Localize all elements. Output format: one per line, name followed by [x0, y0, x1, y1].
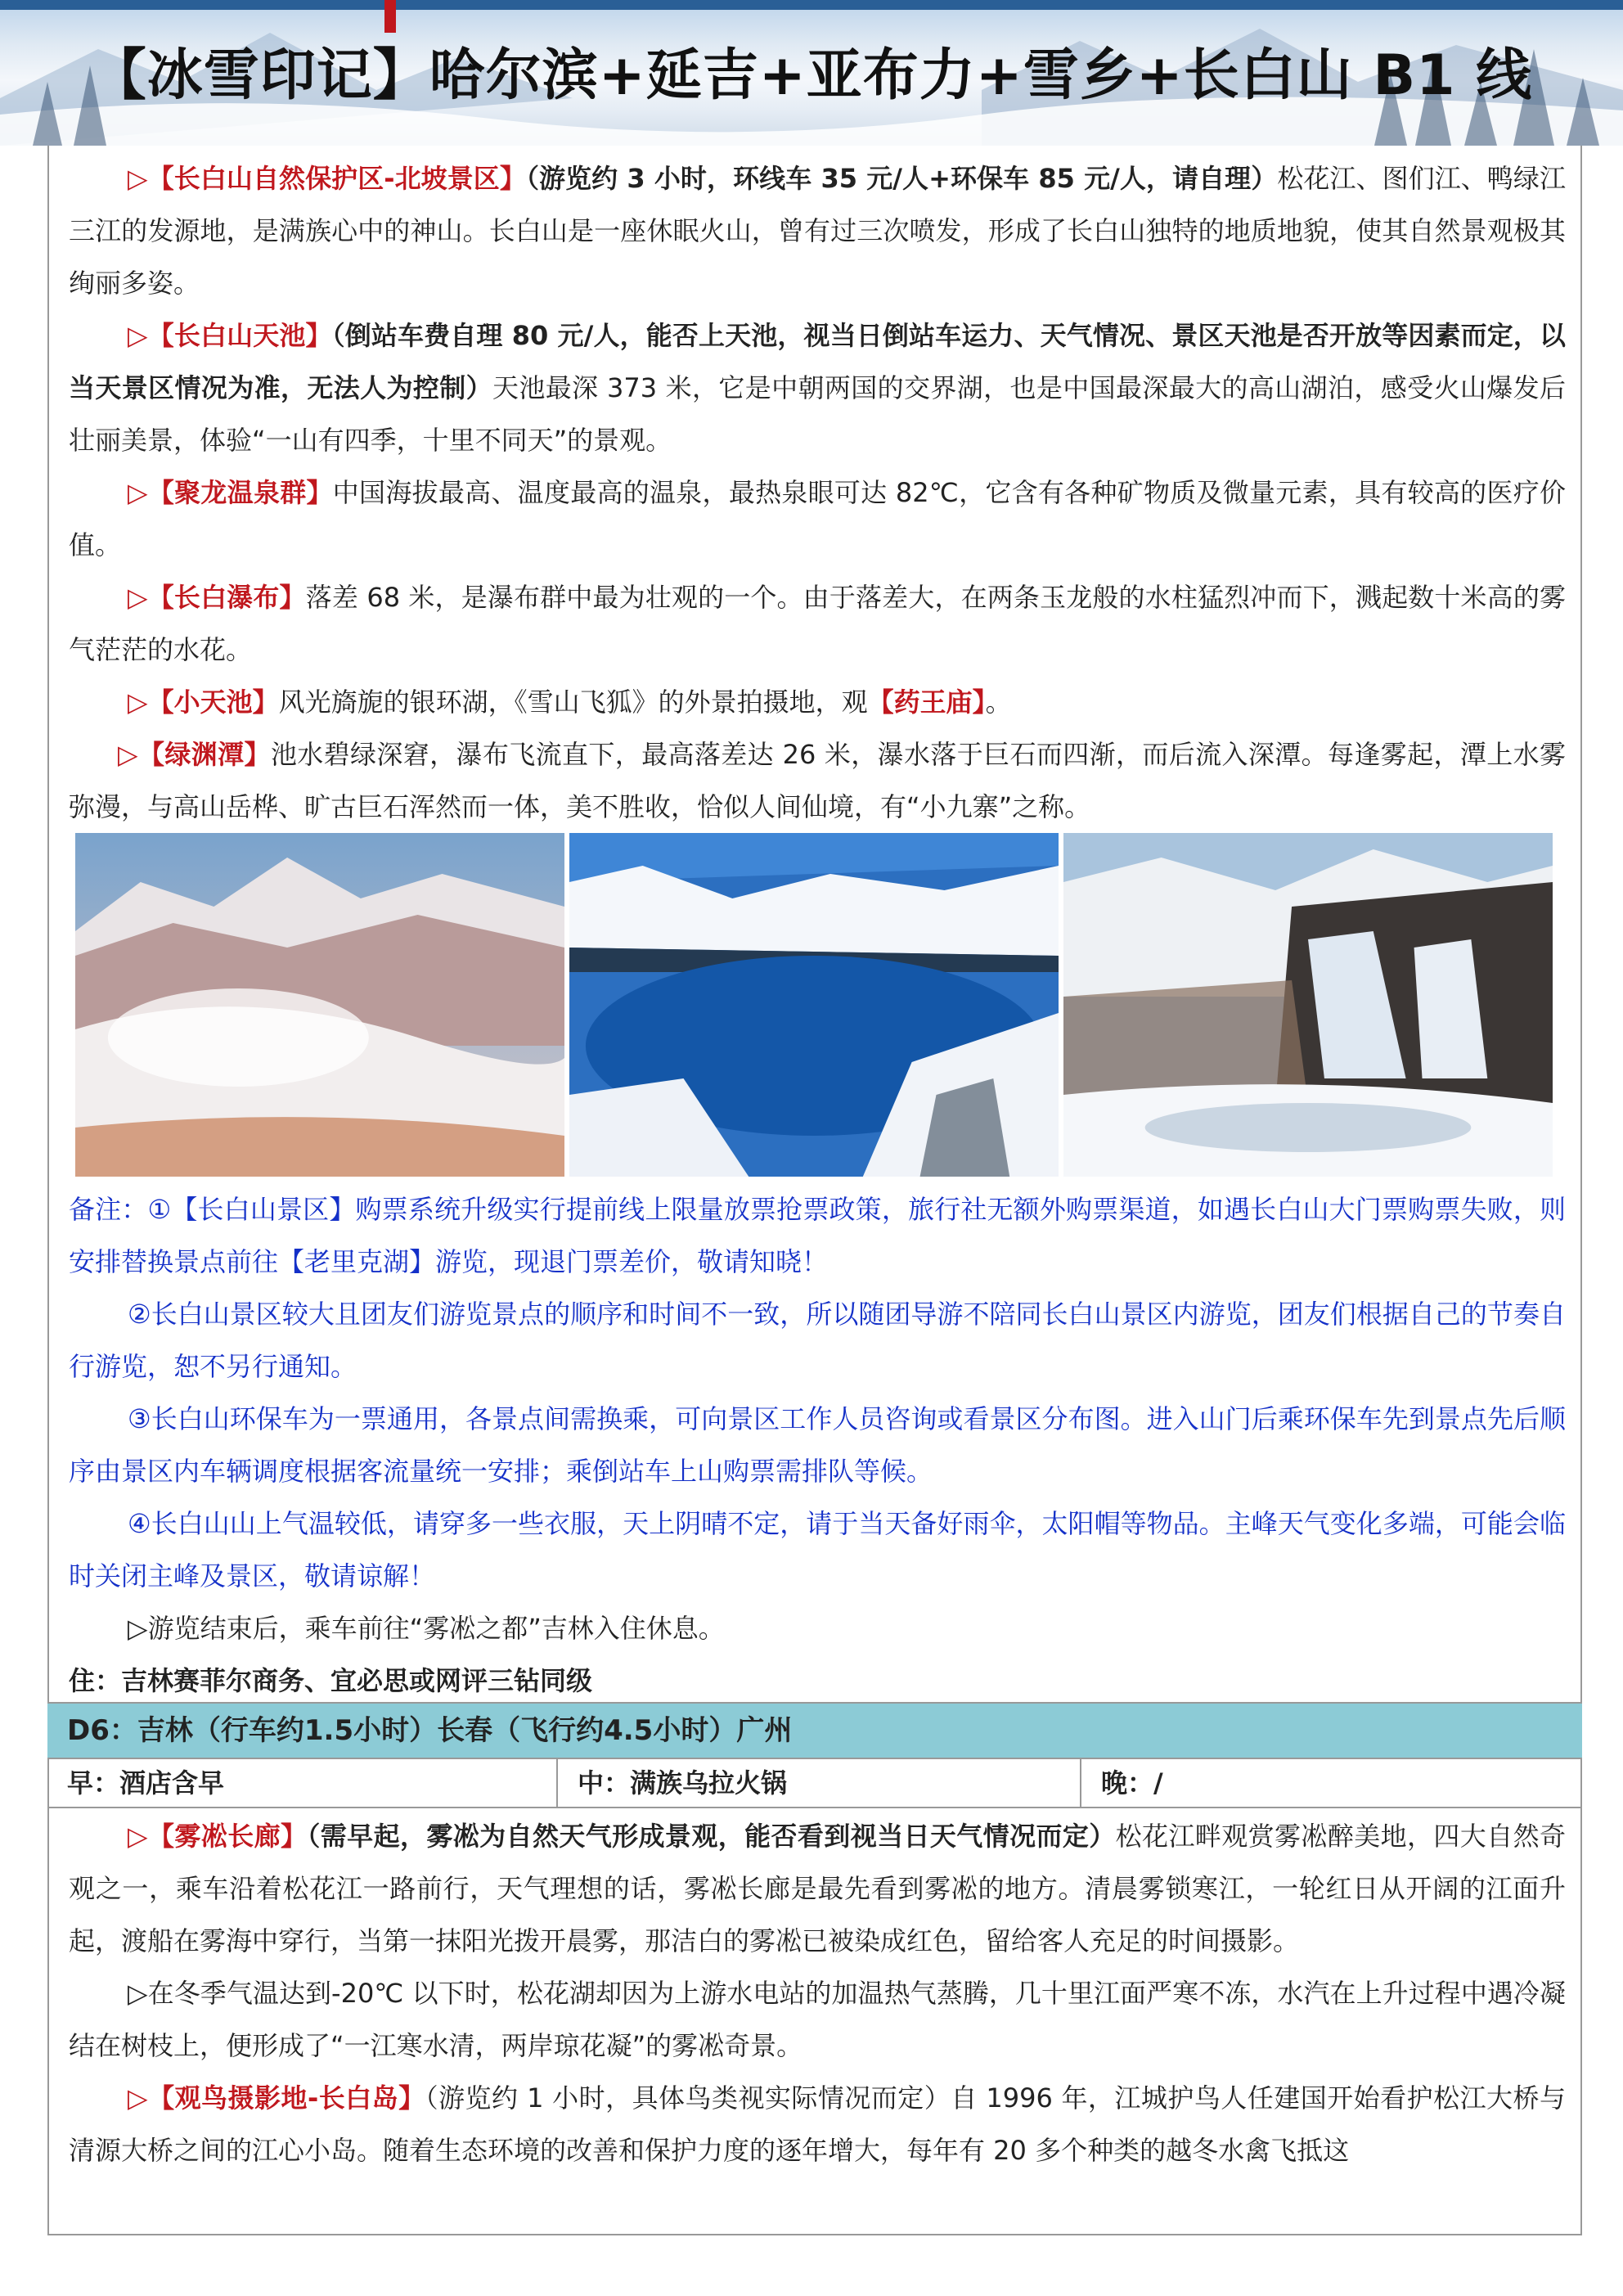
duration-note: （游览约 3 小时， — [525, 163, 734, 194]
paragraph-north-slope — [69, 152, 1566, 309]
photo-frozen-waterfall — [1063, 833, 1553, 1177]
paragraph-hot-springs — [69, 466, 1566, 571]
attraction-name-secondary: 【药王庙】 — [867, 687, 986, 718]
note-4-part-a: ④长白山山上气温较低，请穿多一些衣服，天上阴晴不定，请于当天备好雨伞，太阳帽等物品。 — [128, 1508, 1225, 1539]
paragraph-lvyuan-pool — [69, 728, 1566, 833]
attraction-name: 【绿渊潭】 — [138, 739, 271, 770]
attraction-description: 风光旖旎的银环湖，《雪山飞狐》的外景拍摄地，观 — [278, 687, 868, 718]
weather-note: （需早起，雾凇为自然天气形成景观，能否看到视当日天气情况而定） — [307, 1821, 1116, 1852]
bullet-triangle-icon: ▷ — [128, 320, 148, 351]
bullet-triangle-icon: ▷ — [128, 1821, 149, 1852]
sentence-end: 。 — [985, 687, 1012, 718]
bullet-triangle-icon: ▷ — [118, 739, 138, 770]
attraction-description: 松花江、图们江、鸭绿江三江的发源地，是满族心中的神山。长白山是一座休眠火山，曾有过三次喷发，形成了长白山独特的地质地貌，使其自然景观极其绚丽多姿。 — [69, 163, 1566, 299]
bullet-triangle-icon: ▷ — [128, 2082, 149, 2114]
attraction-name: 【长白瀑布】 — [147, 582, 306, 613]
paragraph-waterfall — [69, 571, 1566, 676]
paragraph-small-tianchi — [69, 676, 1566, 728]
paren-close: ） — [1251, 163, 1278, 194]
attraction-description: 天池最深 373 米，它是中朝两国的交界湖，也是中国最深最大的高山湖泊，感受火山爆发后壮丽美景，体验“一山有四季，十里不同天”的景观。 — [69, 372, 1566, 456]
paragraph-tianchi — [69, 309, 1566, 466]
dinner-cell: 晚：/ — [1101, 1767, 1163, 1799]
fee-note: 环线车 35 元/人+环保车 85 元/人，请自理 — [733, 163, 1252, 194]
after-tour-line: ▷游览结束后，乘车前往“雾凇之都”吉林入住休息。 — [128, 1613, 725, 1644]
section-changbaishan — [69, 152, 1566, 833]
day-6-meals-row — [47, 1759, 1582, 1808]
paragraph-rime-formation: ▷在冬季气温达到-20℃ 以下时，松花湖却因为上游水电站的加温热气蒸腾，几十里江面严寒不冻，水汽在上升过程中遇冷凝结在树枝上，便形成了“一江寒水清，两岸琼花凝”的雾凇奇景。 — [69, 1978, 1566, 2061]
bullet-triangle-icon: ▷ — [128, 477, 148, 508]
photo-strip — [75, 833, 1553, 1177]
note-2: ②长白山景区较大且团友们游览景点的顺序和时间不一致，所以随团导游不陪同长白山景区内游览，团友们根据自己的节奏自行游览，恕不另行通知。 — [69, 1299, 1566, 1382]
attraction-name: 【小天池】 — [147, 687, 279, 718]
note-1: 备注：①【长白山景区】购票系统升级实行提前线上限量放票抢票政策，旅行社无额外购票渠道，如遇长白山大门票购票失败，则安排替换景点前往【老里克湖】游览，现退门票差价，敬请知晓！ — [69, 1194, 1566, 1277]
accommodation-line: 住：吉林赛菲尔商务、宜必思或网评三钻同级 — [69, 1665, 593, 1696]
lunch-cell: 中：满族乌拉火锅 — [558, 1759, 1081, 1807]
attraction-description: 池水碧绿深窘，瀑布飞流直下，最高落差达 26 米，瀑水落于巨石而四渐，而后流入深潭。每逢雾起，潭上水雾弥漫，与高山岳桦、旷古巨石浑然而一体，美不胜收，恰似人间仙境，有“小九寨”之称。 — [69, 739, 1566, 822]
bullet-triangle-icon: ▷ — [128, 163, 148, 194]
paragraph-changbai-island — [69, 2072, 1566, 2177]
attraction-name: 【雾凇长廊】 — [148, 1821, 308, 1852]
day-6-header: D6：吉林（行车约1.5小时）长春（飞行约4.5小时）广州 — [47, 1702, 1582, 1759]
page-title: 【冰雪印记】哈尔滨+延吉+亚布力+雪乡+长白山 B1 线 — [90, 43, 1533, 108]
fee-note: （倒站车费自理 80 元/人，能否上天池，视当日倒站车运力、天气情况、景区天池是否开放等因素而定，以当天景区情况为准，无法人为控制） — [69, 320, 1566, 403]
paragraph-rime-corridor — [69, 1810, 1566, 1967]
note-3: ③长白山环保车为一票通用，各景点间需换乘，可向景区工作人员咨询或看景区分布图。进入山门后乘环保车先到景点先后顺序由景区内车辆调度根据客流量统一安排；乘倒站车上山购票需排队等候。 — [69, 1403, 1566, 1487]
section-notes — [69, 1183, 1566, 1707]
bullet-triangle-icon: ▷ — [128, 582, 148, 613]
attraction-name: 【长白山天池】 — [147, 320, 332, 351]
breakfast-cell: 早：酒店含早 — [47, 1759, 558, 1807]
photo-hot-springs — [75, 833, 564, 1177]
attraction-description: （游览约 1 小时，具体鸟类视实际情况而定）自 1996 年，江城护鸟人任建国开始看护松江大桥与清源大桥之间的江心小岛。随着生态环境的改善和保护力度的逐年增大，每年有 20 多个种类的越冬水禽飞抵这 — [69, 2082, 1566, 2166]
section-day6 — [69, 1810, 1566, 2177]
bullet-triangle-icon: ▷ — [128, 687, 148, 718]
attraction-description: 中国海拔最高、温度最高的温泉，最热泉眼可达 82℃，它含有各种矿物质及微量元素，具有较高的医疗价值。 — [69, 477, 1566, 560]
photo-tianchi-lake — [569, 833, 1059, 1177]
note-4-part-b: 主峰天气变化多端，可能会临时关闭主峰及景区，敬请谅解！ — [69, 1508, 1566, 1591]
note-4 — [69, 1497, 1566, 1602]
attraction-name: 【聚龙温泉群】 — [147, 477, 333, 508]
attraction-description: 落差 68 米，是瀑布群中最为壮观的一个。由于落差大，在两条玉龙般的水柱猛烈冲而下，溅起数十米高的雾气茫茫的水花。 — [69, 582, 1566, 665]
attraction-name: 【长白山自然保护区-北坡景区】 — [147, 163, 526, 194]
header-banner — [0, 0, 1623, 146]
attraction-name: 【观鸟摄影地-长白岛】 — [148, 2082, 425, 2114]
attraction-description: 松花江畔观赏雾凇醉美地，四大自然奇观之一，乘车沿着松花江一路前行，天气理想的话，雾凇长廊是最先看到雾凇的地方。清晨雾锁寒江，一轮红日从开阔的江面升起，渡船在雾海中穿行，当第一抹阳光拨开晨雾，那洁白的雾凇已被染成红色，留给客人充足的时间摄影。 — [69, 1821, 1566, 1956]
